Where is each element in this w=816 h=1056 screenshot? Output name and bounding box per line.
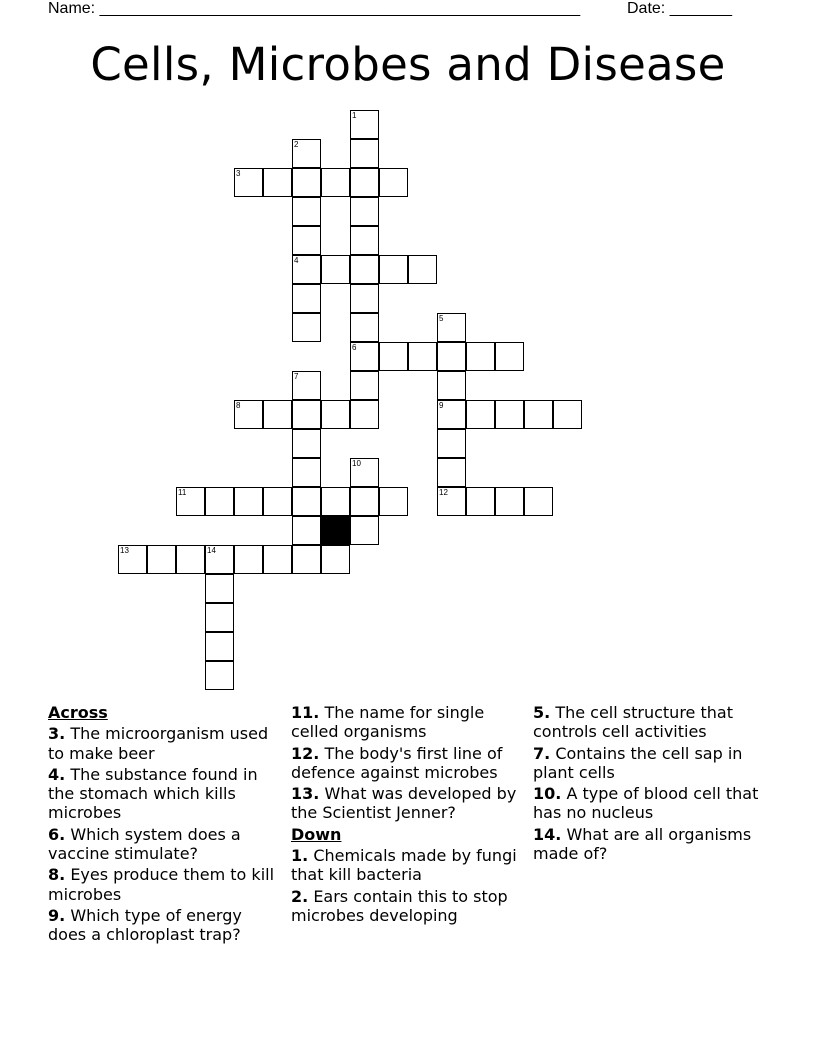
- grid-cell[interactable]: [350, 197, 379, 226]
- clue-number: 7.: [533, 743, 551, 763]
- grid-cell[interactable]: [495, 400, 524, 429]
- grid-cell[interactable]: [205, 574, 234, 603]
- grid-cell[interactable]: [321, 400, 350, 429]
- clue-number: 9.: [48, 905, 66, 925]
- clue-down-7: [533, 744, 769, 783]
- grid-cell[interactable]: [437, 458, 466, 487]
- grid-cell[interactable]: [292, 168, 321, 197]
- grid-cell[interactable]: [292, 197, 321, 226]
- grid-cell[interactable]: [379, 342, 408, 371]
- cell-number: 12: [439, 488, 448, 497]
- cell-number: 11: [178, 488, 187, 497]
- clue-column-3: [533, 701, 769, 863]
- grid-cell[interactable]: [350, 400, 379, 429]
- clue-text: Which system does a vaccine stimulate?: [48, 824, 241, 864]
- clue-down-10: [533, 784, 769, 823]
- cell-number: 14: [207, 546, 216, 555]
- clue-across-12: [291, 744, 527, 783]
- grid-cell[interactable]: [350, 284, 379, 313]
- cell-number: 2: [294, 140, 299, 149]
- grid-cell[interactable]: [350, 168, 379, 197]
- grid-cell[interactable]: [350, 516, 379, 545]
- grid-cell[interactable]: [495, 487, 524, 516]
- grid-cell[interactable]: [292, 371, 321, 400]
- grid-cell[interactable]: [205, 603, 234, 632]
- grid-cell[interactable]: [234, 400, 263, 429]
- cell-number: 6: [352, 343, 357, 352]
- grid-cell[interactable]: [292, 313, 321, 342]
- cell-number: 8: [236, 401, 241, 410]
- grid-cell[interactable]: [292, 226, 321, 255]
- grid-cell[interactable]: [350, 487, 379, 516]
- grid-cell[interactable]: [263, 545, 292, 574]
- cell-number: 3: [236, 169, 241, 178]
- grid-cell[interactable]: [234, 168, 263, 197]
- clue-number: 13.: [291, 784, 320, 804]
- grid-cell[interactable]: [437, 400, 466, 429]
- grid-cell[interactable]: [524, 487, 553, 516]
- clue-number: 4.: [48, 764, 66, 784]
- clue-text: Chemicals made by fungi that kill bacteria: [291, 846, 517, 885]
- grid-cell[interactable]: [176, 545, 205, 574]
- grid-cell[interactable]: [350, 371, 379, 400]
- clue-text: Contains the cell sap in plant cells: [533, 743, 743, 782]
- grid-cell[interactable]: [350, 458, 379, 487]
- grid-cell[interactable]: [379, 487, 408, 516]
- cell-number: 13: [120, 546, 129, 555]
- clue-number: 11.: [291, 703, 320, 722]
- clue-down-14: [533, 825, 769, 864]
- grid-cell[interactable]: [379, 168, 408, 197]
- clue-across-8: [48, 865, 284, 904]
- grid-cell[interactable]: [408, 342, 437, 371]
- clue-across-11: [291, 703, 527, 742]
- cell-number: 10: [352, 459, 361, 468]
- grid-cell[interactable]: [437, 429, 466, 458]
- clue-text: The substance found in the stomach which kills microbes: [48, 764, 258, 823]
- clue-number: 14.: [533, 824, 562, 844]
- clue-across-9: [48, 906, 284, 945]
- grid-cell[interactable]: [466, 342, 495, 371]
- grid-cell[interactable]: [234, 487, 263, 516]
- grid-cell[interactable]: [321, 487, 350, 516]
- grid-cell[interactable]: [205, 632, 234, 661]
- grid-cell[interactable]: [495, 342, 524, 371]
- clue-number: 12.: [291, 743, 320, 763]
- grid-cell[interactable]: [205, 661, 234, 690]
- grid-cell[interactable]: [292, 516, 321, 545]
- grid-cell[interactable]: [176, 487, 205, 516]
- clue-text: The cell structure that controls cell activities: [533, 703, 733, 742]
- grid-cell[interactable]: [466, 487, 495, 516]
- grid-cell[interactable]: [350, 110, 379, 139]
- grid-cell[interactable]: [350, 342, 379, 371]
- clue-column-1: [48, 701, 284, 945]
- grid-cell[interactable]: [292, 545, 321, 574]
- grid-cell[interactable]: [292, 255, 321, 284]
- cell-number: 9: [439, 401, 444, 410]
- grid-cell[interactable]: [263, 168, 292, 197]
- grid-cell[interactable]: [205, 545, 234, 574]
- clue-number: 2.: [291, 886, 309, 906]
- black-square: [321, 516, 350, 545]
- grid-cell[interactable]: [350, 313, 379, 342]
- clue-across-3: [48, 724, 284, 763]
- grid-cell[interactable]: [292, 487, 321, 516]
- grid-cell[interactable]: [437, 313, 466, 342]
- grid-cell[interactable]: [147, 545, 176, 574]
- clue-number: 5.: [533, 703, 551, 722]
- grid-cell[interactable]: [350, 255, 379, 284]
- grid-cell[interactable]: [379, 255, 408, 284]
- grid-cell[interactable]: [553, 400, 582, 429]
- clue-across-13: [291, 784, 527, 823]
- clue-number: 3.: [48, 724, 66, 744]
- grid-cell[interactable]: [263, 487, 292, 516]
- grid-cell[interactable]: [524, 400, 553, 429]
- clue-text: The microorganism used to make beer: [48, 724, 269, 763]
- grid-cell[interactable]: [350, 139, 379, 168]
- clue-down-1: [291, 846, 527, 885]
- down-heading: Down: [291, 824, 342, 844]
- clue-text: A type of blood cell that has no nucleus: [533, 784, 759, 823]
- clue-number: 6.: [48, 824, 66, 844]
- clue-down-2: [291, 887, 527, 926]
- grid-cell[interactable]: [321, 545, 350, 574]
- clue-down-5: [533, 703, 769, 742]
- grid-cell[interactable]: [205, 487, 234, 516]
- grid-cell[interactable]: [292, 284, 321, 313]
- clue-text: Which type of energy does a chloroplast trap?: [48, 905, 242, 945]
- clue-text: What are all organisms made of?: [533, 824, 752, 864]
- cell-number: 5: [439, 314, 444, 323]
- grid-cell[interactable]: [321, 255, 350, 284]
- clue-text: Eyes produce them to kill microbes: [48, 865, 275, 904]
- cell-number: 1: [352, 111, 357, 120]
- grid-cell[interactable]: [292, 429, 321, 458]
- grid-cell[interactable]: [292, 139, 321, 168]
- clue-number: 10.: [533, 784, 562, 804]
- grid-cell[interactable]: [263, 400, 292, 429]
- clue-text: What was developed by the Scientist Jenner?: [291, 784, 517, 823]
- clue-number: 8.: [48, 865, 66, 885]
- cell-number: 7: [294, 372, 299, 381]
- puzzle-title: Cells, Microbes and Disease: [90, 38, 726, 91]
- grid-cell[interactable]: [292, 458, 321, 487]
- grid-cell[interactable]: [437, 342, 466, 371]
- name-field[interactable]: Name: ______________________________________________________: [48, 0, 581, 17]
- clue-across-4: [48, 765, 284, 823]
- clue-across-6: [48, 825, 284, 864]
- grid-cell[interactable]: [437, 487, 466, 516]
- grid-cell[interactable]: [321, 168, 350, 197]
- grid-cell[interactable]: [234, 545, 263, 574]
- clue-text: Ears contain this to stop microbes developing: [291, 886, 508, 925]
- date-field[interactable]: Date: _______: [627, 0, 732, 17]
- grid-cell[interactable]: [118, 545, 147, 574]
- clue-text: The body's first line of defence against microbes: [291, 743, 503, 782]
- grid-cell[interactable]: [437, 371, 466, 400]
- clue-number: 1.: [291, 846, 309, 866]
- grid-cell[interactable]: [466, 400, 495, 429]
- across-heading: Across: [48, 703, 108, 722]
- clue-column-2: [291, 701, 527, 925]
- grid-cell[interactable]: [408, 255, 437, 284]
- grid-cell[interactable]: [350, 226, 379, 255]
- clue-text: The name for single celled organisms: [291, 703, 485, 742]
- cell-number: 4: [294, 256, 299, 265]
- grid-cell[interactable]: [292, 400, 321, 429]
